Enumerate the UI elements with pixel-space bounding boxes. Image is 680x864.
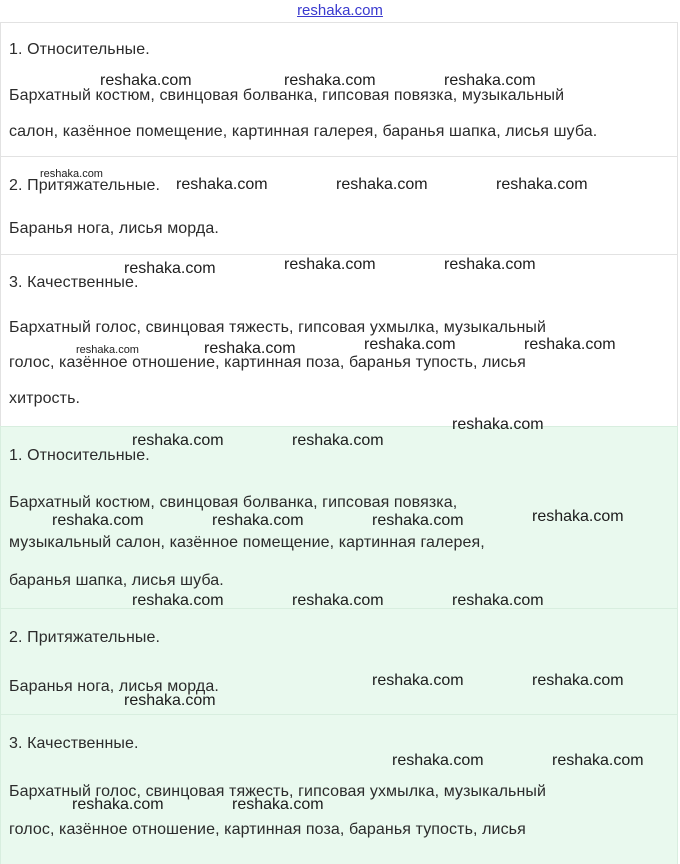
- block-text-line: Бархатный голос, свинцовая тяжесть, гипсовая ухмылка, музыкальный: [9, 319, 547, 336]
- watermark-text: reshaka.com: [364, 336, 456, 353]
- watermark-text: reshaka.com: [132, 432, 224, 449]
- watermark-text: reshaka.com: [124, 260, 216, 277]
- watermark-text: reshaka.com: [40, 168, 103, 180]
- block-text-line: Бархатный костюм, свинцовая болванка, гипсовая повязка,: [9, 494, 458, 511]
- block-text-line: Бархатный голос, свинцовая тяжесть, гипсовая ухмылка, музыкальный: [9, 783, 547, 800]
- watermark-text: reshaka.com: [284, 256, 376, 273]
- block-title: 3. Качественные.: [9, 274, 139, 291]
- watermark-text: reshaka.com: [292, 592, 384, 609]
- watermark-text: reshaka.com: [552, 752, 644, 769]
- watermark-text: reshaka.com: [72, 796, 164, 813]
- watermark-text: reshaka.com: [452, 592, 544, 609]
- watermark-text: reshaka.com: [444, 72, 536, 89]
- block-text-line: салон, казённое помещение, картинная галерея, баранья шапка, лисья шуба.: [9, 123, 598, 140]
- watermark-text: reshaka.com: [284, 72, 376, 89]
- answer-block-possessive-alt: [0, 608, 678, 714]
- watermark-text: reshaka.com: [76, 344, 139, 356]
- block-title: 2. Притяжательные.: [9, 177, 161, 194]
- watermark-text: reshaka.com: [392, 752, 484, 769]
- block-text-line: баранья шапка, лисья шуба.: [9, 572, 224, 589]
- watermark-text: reshaka.com: [524, 336, 616, 353]
- block-text-line: музыкальный салон, казённое помещение, картинная галерея,: [9, 534, 485, 551]
- block-text-line: голос, казённое отношение, картинная поза, баранья тупость, лисья: [9, 821, 526, 838]
- watermark-text: reshaka.com: [292, 432, 384, 449]
- watermark-text: reshaka.com: [124, 692, 216, 709]
- answer-block-qualitative-alt: [0, 714, 678, 864]
- watermark-text: reshaka.com: [532, 672, 624, 689]
- block-text-line: Баранья нога, лисья морда.: [9, 678, 219, 695]
- block-text-line: хитрость.: [9, 390, 81, 407]
- block-text-line: Баранья нога, лисья морда.: [9, 220, 219, 237]
- watermark-text: reshaka.com: [336, 176, 428, 193]
- watermark-text: reshaka.com: [372, 672, 464, 689]
- watermark-text: reshaka.com: [212, 512, 304, 529]
- block-text-line: голос, казённое отношение, картинная поза, баранья тупость, лисья: [9, 354, 526, 371]
- block-title: 1. Относительные.: [9, 447, 150, 464]
- site-link[interactable]: reshaka.com: [297, 2, 383, 19]
- watermark-text: reshaka.com: [176, 176, 268, 193]
- watermark-text: reshaka.com: [100, 72, 192, 89]
- block-text-line: Бархатный костюм, свинцовая болванка, гипсовая повязка, музыкальный: [9, 87, 565, 104]
- watermark-text: reshaka.com: [452, 416, 544, 433]
- watermark-text: reshaka.com: [204, 340, 296, 357]
- block-title: 2. Притяжательные.: [9, 629, 161, 646]
- watermark-text: reshaka.com: [52, 512, 144, 529]
- site-header: [0, 0, 680, 22]
- watermark-text: reshaka.com: [444, 256, 536, 273]
- block-title: 3. Качественные.: [9, 735, 139, 752]
- block-title: 1. Относительные.: [9, 41, 150, 58]
- watermark-text: reshaka.com: [372, 512, 464, 529]
- watermark-text: reshaka.com: [532, 508, 624, 525]
- watermark-text: reshaka.com: [132, 592, 224, 609]
- watermark-text: reshaka.com: [232, 796, 324, 813]
- watermark-text: reshaka.com: [496, 176, 588, 193]
